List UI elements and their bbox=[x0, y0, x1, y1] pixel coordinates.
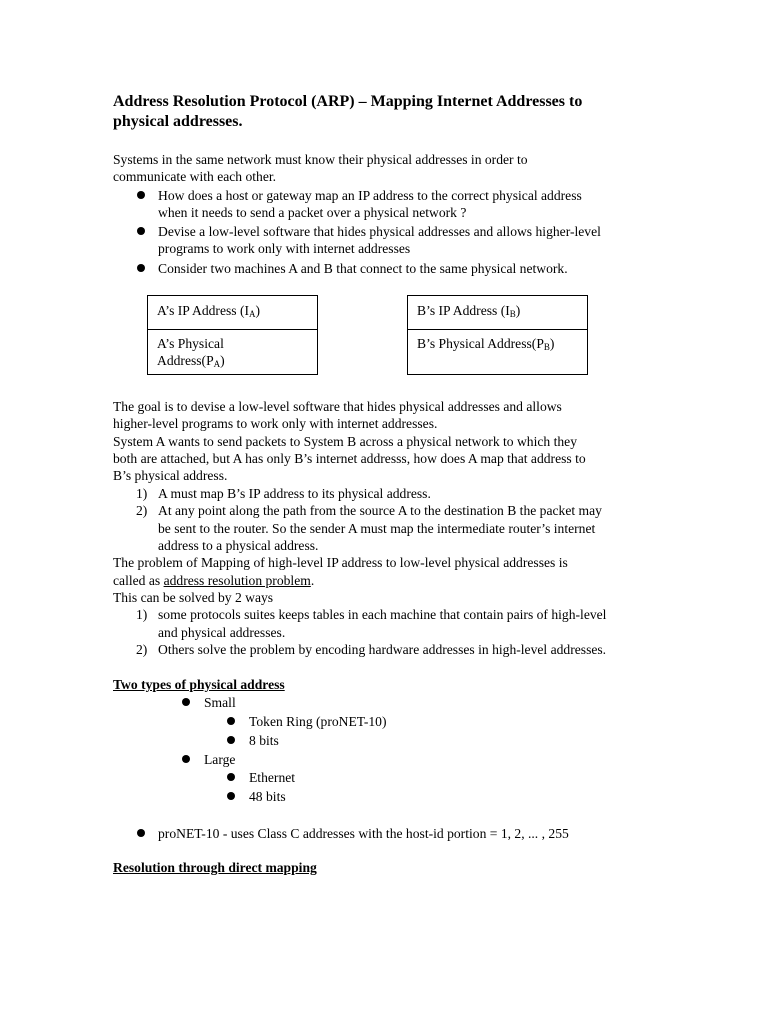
address-box-a bbox=[147, 295, 318, 375]
bullet-icon bbox=[182, 698, 190, 706]
para2-line-3: System A wants to send packets to System B across a physical network to which they bbox=[113, 434, 578, 449]
bullet-1-line-1: How does a host or gateway map an IP address to the correct physical address bbox=[158, 188, 582, 203]
list2-num-1: 1) bbox=[136, 607, 148, 622]
pronet-line: proNET-10 - uses Class C addresses with the host-id portion = 1, 2, ... , 255 bbox=[158, 826, 569, 841]
problem-line-2: called as address resolution problem. bbox=[113, 573, 315, 588]
type-small-item-2: 8 bits bbox=[249, 733, 279, 748]
para2-line-2: higher-level programs to work only with internet addresses. bbox=[113, 416, 438, 431]
title-line-2: physical addresses. bbox=[113, 113, 243, 130]
para2-line-5: B’s physical address. bbox=[113, 468, 228, 483]
address-box-b bbox=[407, 295, 588, 375]
type-large: Large bbox=[204, 752, 236, 767]
list2-item-1-line-1: some protocols suites keeps tables in each machine that contain pairs of high-level bbox=[158, 607, 607, 622]
list2-item-1-line-2: and physical addresses. bbox=[158, 625, 286, 640]
bullet-icon bbox=[182, 755, 190, 763]
address-resolution-problem-term: address resolution problem bbox=[163, 573, 311, 588]
intro-line-1: Systems in the same network must know their physical addresses in order to bbox=[113, 152, 528, 167]
bullet-icon bbox=[227, 736, 235, 744]
title-line-1: Address Resolution Protocol (ARP) – Mapping Internet Addresses to bbox=[113, 93, 583, 110]
bullet-icon bbox=[227, 717, 235, 725]
bullet-3-line-1: Consider two machines A and B that connect to the same physical network. bbox=[158, 261, 568, 276]
bullet-icon bbox=[137, 264, 145, 272]
type-large-item-1: Ethernet bbox=[249, 770, 296, 785]
list2-item-2-line-1: Others solve the problem by encoding hardware addresses in high-level addresses. bbox=[158, 642, 607, 657]
list1-item-1-line-1: A must map B’s IP address to its physical address. bbox=[158, 486, 431, 501]
para2-line-1: The goal is to devise a low-level software that hides physical addresses and allows bbox=[113, 399, 562, 414]
page-title bbox=[113, 92, 673, 132]
problem-line-1: The problem of Mapping of high-level IP address to low-level physical addresses is bbox=[113, 555, 568, 570]
type-small: Small bbox=[204, 695, 236, 710]
box-b-ip-address: B’s IP Address $(I_B)$ bbox=[417, 303, 521, 319]
bullet-icon bbox=[137, 829, 145, 837]
list1-num-2: 2) bbox=[136, 503, 148, 518]
list1-num-1: 1) bbox=[136, 486, 148, 501]
box-a-ip-address: A’s IP Address $(I_A)$ bbox=[157, 303, 261, 319]
intro-line-2: communicate with each other. bbox=[113, 169, 277, 184]
direct-mapping-heading: Resolution through direct mapping bbox=[113, 860, 317, 875]
list1-item-2-line-3: address to a physical address. bbox=[158, 538, 319, 553]
para2-line-4: both are attached, but A has only B’s internet addresss, how does A map that address to bbox=[113, 451, 586, 466]
box-b-ip-row bbox=[408, 296, 587, 330]
bullet-icon bbox=[227, 773, 235, 781]
bullet-icon bbox=[137, 191, 145, 199]
box-a-phys-row bbox=[148, 330, 317, 374]
solved-line: This can be solved by 2 ways bbox=[113, 590, 274, 605]
box-b-physical-address: B’s Physical $Address(P_B)$ bbox=[417, 336, 555, 352]
bullet-icon bbox=[227, 792, 235, 800]
bullet-icon bbox=[137, 227, 145, 235]
list1-item-2-line-1: At any point along the path from the source A to the destination B the packet may bbox=[158, 503, 602, 518]
list1-item-2-line-2: be sent to the router. So the sender A must map the intermediate router’s internet bbox=[158, 521, 596, 536]
bullet-2-line-2: programs to work only with internet addresses bbox=[158, 241, 411, 256]
bullet-1-line-2: when it needs to send a packet over a physical network ? bbox=[158, 205, 467, 220]
type-large-item-2: 48 bits bbox=[249, 789, 286, 804]
type-small-item-1: Token Ring (proNET-10) bbox=[249, 714, 387, 729]
list2-num-2: 2) bbox=[136, 642, 148, 657]
box-a-ip-row bbox=[148, 296, 317, 330]
bullet-2-line-1: Devise a low-level software that hides physical addresses and allows higher-level bbox=[158, 224, 601, 239]
box-a-physical-address: A’s Physical $Address(P_A)$ bbox=[157, 336, 225, 370]
box-b-phys-row bbox=[408, 330, 587, 374]
types-heading: Two types of physical address bbox=[113, 677, 285, 692]
